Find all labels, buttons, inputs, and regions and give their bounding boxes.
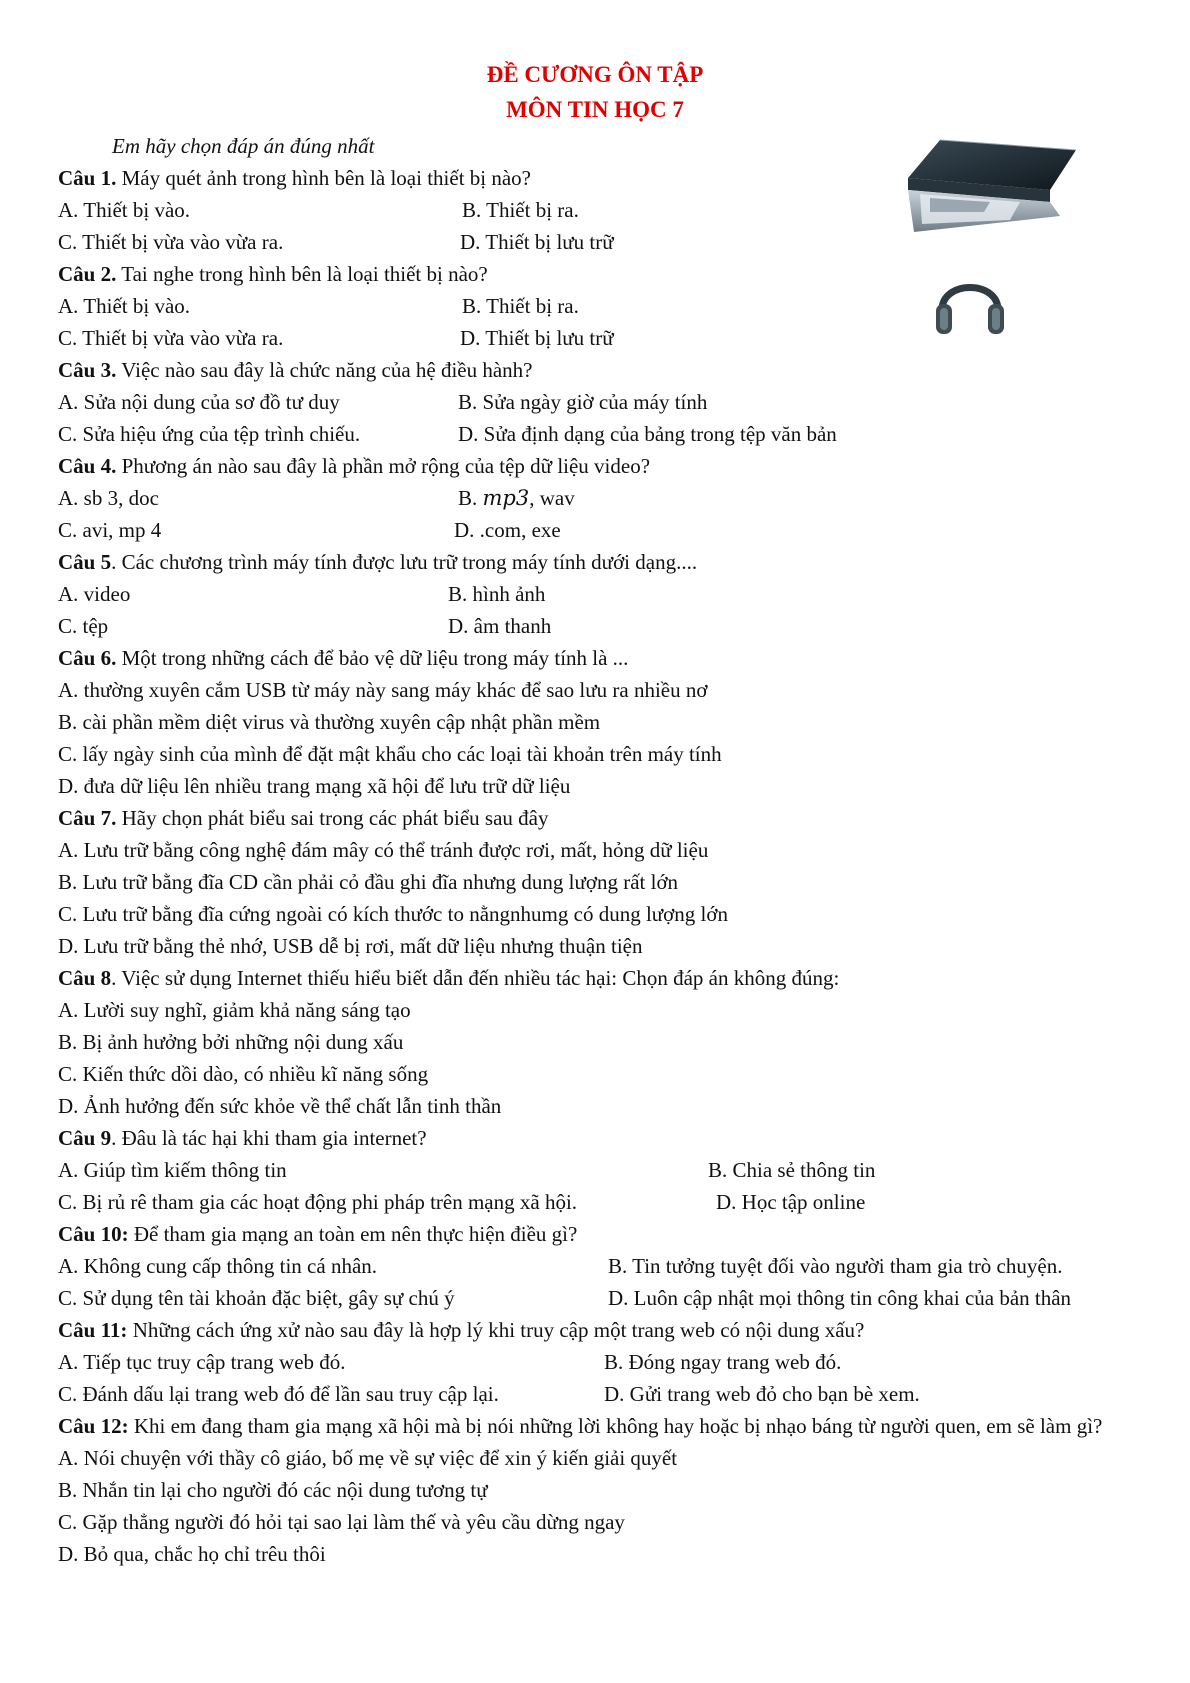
answer-b: B. hình ảnh <box>448 582 546 606</box>
question-6: Câu 6. Một trong những cách để bảo vệ dữ liệu trong máy tính là ... <box>58 646 629 670</box>
answer-row <box>58 1250 1158 1282</box>
answer-a: A. sb 3, doc <box>58 486 159 510</box>
question-4: Câu 4. Phương án nào sau đây là phần mở rộng của tệp dữ liệu video? <box>58 454 651 478</box>
answer-row <box>58 290 1158 322</box>
question-12: Câu 12: Khi em đang tham gia mạng xã hội mà bị nói những lời không hay hoặc bị nhạo báng từ người quen, em sẽ làm gì? <box>58 1414 1103 1438</box>
answer-c: C. tệp <box>58 614 109 638</box>
answer-b: B. Bị ảnh hưởng bởi những nội dung xấu <box>58 1030 404 1054</box>
answer-a: A. Thiết bị vào. <box>58 294 191 318</box>
answer-a: A. Lười suy nghĩ, giảm khả năng sáng tạo <box>58 998 411 1022</box>
answer-row <box>58 1378 1158 1410</box>
answer-row <box>58 1282 1158 1314</box>
answer-d: D. Lưu trữ bằng thẻ nhớ, USB dễ bị rơi, mất dữ liệu nhưng thuận tiện <box>58 934 643 958</box>
question-5: Câu 5. Các chương trình máy tính được lưu trữ trong máy tính dưới dạng.... <box>58 550 698 574</box>
answer-c: C. Thiết bị vừa vào vừa ra. <box>58 326 284 350</box>
answer-b: B. Đóng ngay trang web đó. <box>604 1350 842 1374</box>
answer-c: C. avi, mp 4 <box>58 518 162 542</box>
answer-row <box>58 1346 1158 1378</box>
question-11: Câu 11: Những cách ứng xử nào sau đây là hợp lý khi truy cập một trang web có nội dung xấu? <box>58 1318 865 1342</box>
answer-row <box>58 1154 1158 1186</box>
answer-d: D. Sửa định dạng của bảng trong tệp văn bản <box>458 422 837 446</box>
answer-row <box>58 386 1158 418</box>
answer-a: A. Lưu trữ bằng công nghệ đám mây có thể tránh được rơi, mất, hỏng dữ liệu <box>58 838 709 862</box>
question-1: Câu 1. Máy quét ảnh trong hình bên là loại thiết bị nào? <box>58 166 532 190</box>
answer-b: B. Thiết bị ra. <box>462 198 579 222</box>
answer-b: B. Chia sẻ thông tin <box>708 1158 876 1182</box>
answer-row <box>58 482 1158 514</box>
answer-d: D. Học tập online <box>716 1190 866 1214</box>
answer-c: C. Lưu trữ bằng đĩa cứng ngoài có kích thước to nằngnhumg có dung lượng lớn <box>58 902 728 926</box>
answer-a: A. Sửa nội dung của sơ đồ tư duy <box>58 390 340 414</box>
question-9: Câu 9. Đâu là tác hại khi tham gia internet? <box>58 1126 427 1150</box>
answer-c: C. Kiến thức dồi dào, có nhiều kĩ năng sống <box>58 1062 429 1086</box>
answer-c: C. Đánh dấu lại trang web đó để lần sau truy cập lại. <box>58 1382 499 1406</box>
answer-b: B. Thiết bị ra. <box>462 294 579 318</box>
answer-b: B. mp3, wav <box>458 486 575 510</box>
answer-b: B. Sửa ngày giờ của máy tính <box>458 390 708 414</box>
answer-a: A. Giúp tìm kiếm thông tin <box>58 1158 287 1182</box>
answer-c: C. Bị rủ rê tham gia các hoạt động phi pháp trên mạng xã hội. <box>58 1190 578 1214</box>
answer-c: C. Sửa hiệu ứng của tệp trình chiếu. <box>58 422 361 446</box>
answer-d: D. Thiết bị lưu trữ <box>460 326 614 350</box>
answer-d: D. Luôn cập nhật mọi thông tin công khai của bản thân <box>608 1286 1072 1310</box>
question-2: Câu 2. Tai nghe trong hình bên là loại thiết bị nào? <box>58 262 488 286</box>
answer-d: D. Gửi trang web đỏ cho bạn bè xem. <box>604 1382 920 1406</box>
question-list <box>58 162 1158 1570</box>
answer-a: A. Thiết bị vào. <box>58 198 191 222</box>
question-8: Câu 8. Việc sử dụng Internet thiếu hiểu biết dẫn đến nhiều tác hại: Chọn đáp án không đúng: <box>58 966 840 990</box>
answer-a: A. Nói chuyện với thầy cô giáo, bố mẹ về sự việc để xin ý kiến giải quyết <box>58 1446 678 1470</box>
answer-b: B. Lưu trữ bằng đĩa CD cần phải cỏ đầu ghi đĩa nhưng dung lượng rất lớn <box>58 870 679 894</box>
answer-d: D. Bỏ qua, chắc họ chỉ trêu thôi <box>58 1542 326 1566</box>
answer-d: D. Ảnh hưởng đến sức khỏe về thể chất lẫn tinh thần <box>58 1094 502 1118</box>
answer-c: C. Sử dụng tên tài khoản đặc biệt, gây sự chú ý <box>58 1286 455 1310</box>
answer-d: D. Thiết bị lưu trữ <box>460 230 614 254</box>
document-title: ĐỀ CƯƠNG ÔN TẬP <box>486 62 704 87</box>
answer-row <box>58 418 1158 450</box>
instruction-text: Em hãy chọn đáp án đúng nhất <box>112 134 375 158</box>
answer-b: B. Nhắn tin lại cho người đó các nội dung tương tự <box>58 1478 488 1502</box>
answer-row <box>58 194 1158 226</box>
answer-d: D. .com, exe <box>454 518 561 542</box>
question-10: Câu 10: Để tham gia mạng an toàn em nên thực hiện điều gì? <box>58 1222 578 1246</box>
answer-a: A. thường xuyên cắm USB từ máy này sang máy khác để sao lưu ra nhiều nơ <box>58 678 708 702</box>
answer-c: C. lấy ngày sinh của mình để đặt mật khẩu cho các loại tài khoản trên máy tính <box>58 742 722 766</box>
answer-c: C. Gặp thẳng người đó hỏi tại sao lại làm thế và yêu cầu dừng ngay <box>58 1510 625 1534</box>
answer-row <box>58 226 1158 258</box>
document-subtitle: MÔN TIN HỌC 7 <box>506 97 684 122</box>
answer-a: A. Không cung cấp thông tin cá nhân. <box>58 1254 378 1278</box>
answer-d: D. âm thanh <box>448 614 552 638</box>
answer-b: B. cài phần mềm diệt virus và thường xuyên cập nhật phần mềm <box>58 710 601 734</box>
question-7: Câu 7. Hãy chọn phát biểu sai trong các phát biểu sau đây <box>58 806 549 830</box>
answer-row <box>58 1186 1158 1218</box>
answer-row <box>58 610 1158 642</box>
answer-d: D. đưa dữ liệu lên nhiều trang mạng xã hội để lưu trữ dữ liệu <box>58 774 571 798</box>
answer-row <box>58 578 1158 610</box>
answer-row <box>58 514 1158 546</box>
answer-row <box>58 322 1158 354</box>
answer-b: B. Tin tưởng tuyệt đối vào người tham gia trò chuyện. <box>608 1254 1063 1278</box>
answer-c: C. Thiết bị vừa vào vừa ra. <box>58 230 284 254</box>
answer-a: A. video <box>58 582 131 606</box>
question-3: Câu 3. Việc nào sau đây là chức năng của hệ điều hành? <box>58 358 533 382</box>
answer-a: A. Tiếp tục truy cập trang web đó. <box>58 1350 346 1374</box>
